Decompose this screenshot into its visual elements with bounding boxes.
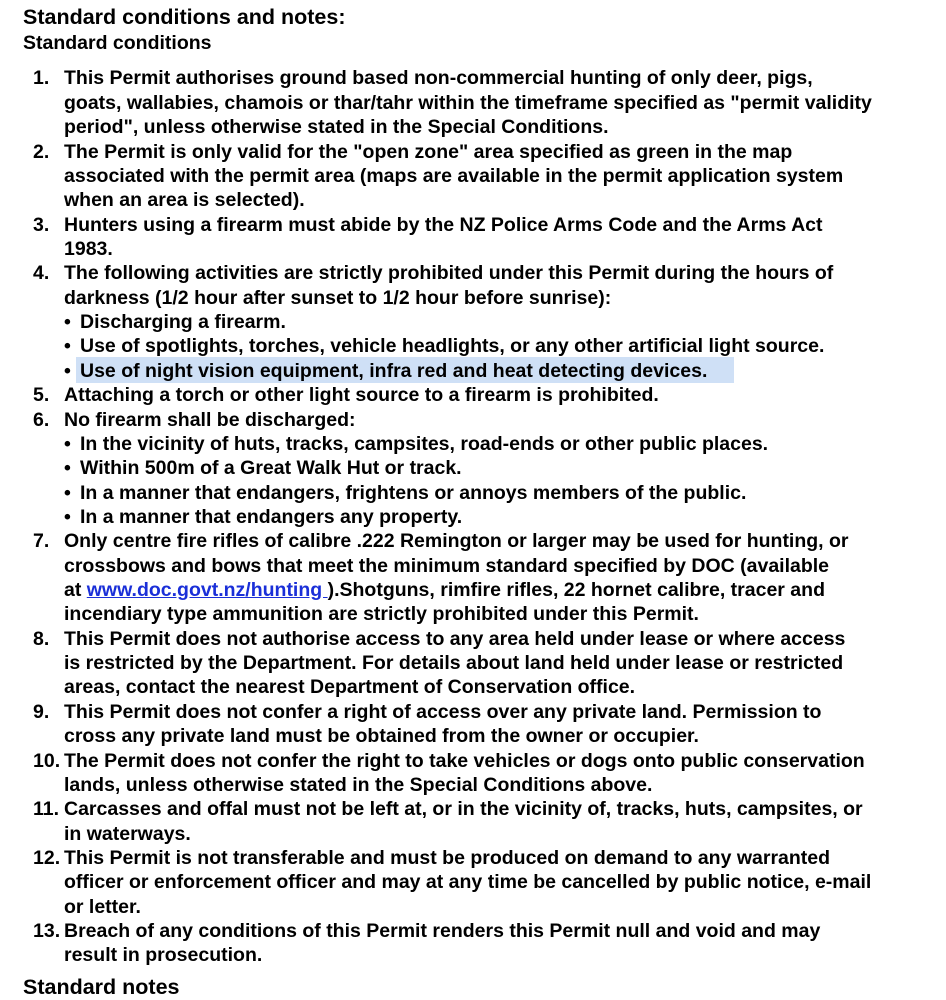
condition-3-line-2: 1983. <box>64 238 113 260</box>
condition-10-line-2: lands, unless otherwise stated in the Special Conditions above. <box>64 774 653 796</box>
condition-13-line-2: result in prosecution. <box>64 944 263 966</box>
condition-6-line-1: No firearm shall be discharged: <box>64 409 356 431</box>
bullet-icon: • <box>64 482 71 504</box>
condition-4-bullet-3[interactable]: Use of night vision equipment, infra red and heat detecting devices. <box>80 360 708 382</box>
condition-number-3: 3. <box>33 214 50 236</box>
condition-3-line-1: Hunters using a firearm must abide by the NZ Police Arms Code and the Arms Act <box>64 214 823 236</box>
condition-7-line-3-prefix: at <box>64 579 87 601</box>
bullet-icon: • <box>64 311 71 333</box>
condition-10-line-1: The Permit does not confer the right to take vehicles or dogs onto public conservation <box>64 750 865 772</box>
condition-number-8: 8. <box>33 628 50 650</box>
condition-6-bullet-1: In the vicinity of huts, tracks, campsites, road-ends or other public places. <box>80 433 769 455</box>
condition-4-bullet-1: Discharging a firearm. <box>80 311 286 333</box>
condition-number-9: 9. <box>33 701 50 723</box>
condition-11-line-2: in waterways. <box>64 823 191 845</box>
condition-6-bullet-2: Within 500m of a Great Walk Hut or track. <box>80 457 462 479</box>
condition-number-11: 11. <box>33 798 60 820</box>
condition-number-7: 7. <box>33 530 50 552</box>
condition-2-line-1: The Permit is only valid for the "open zone" area specified as green in the map <box>64 141 793 163</box>
condition-number-5: 5. <box>33 384 50 406</box>
standard-notes-heading: Standard notes <box>23 975 180 999</box>
condition-12-line-3: or letter. <box>64 896 141 918</box>
condition-number-4: 4. <box>33 262 50 284</box>
condition-8-line-1: This Permit does not authorise access to any area held under lease or where access <box>64 628 846 650</box>
condition-2-line-2: associated with the permit area (maps are available in the permit application system <box>64 165 844 187</box>
condition-7-line-3-suffix: ).Shotguns, rimfire rifles, 22 hornet calibre, tracer and <box>327 579 825 601</box>
condition-13-line-1: Breach of any conditions of this Permit renders this Permit null and void and may <box>64 920 821 942</box>
doc-hunting-link[interactable]: www.doc.govt.nz/hunting <box>86 579 328 601</box>
condition-12-line-2: officer or enforcement officer and may at any time be cancelled by public notice, e-mail <box>64 871 872 893</box>
bullet-icon: • <box>64 335 71 357</box>
condition-number-2: 2. <box>33 141 50 163</box>
condition-7-line-1: Only centre fire rifles of calibre .222 Remington or larger may be used for hunting, or <box>64 530 849 552</box>
bullet-icon: • <box>64 360 71 382</box>
condition-1-line-1: This Permit authorises ground based non-commercial hunting of only deer, pigs, <box>64 67 813 89</box>
condition-7-line-2: crossbows and bows that meet the minimum standard specified by DOC (available <box>64 555 830 577</box>
bullet-icon: • <box>64 506 71 528</box>
subsection-heading: Standard conditions <box>23 32 212 54</box>
condition-8-line-2: is restricted by the Department. For details about land held under lease or restricted <box>64 652 844 674</box>
condition-number-10: 10. <box>33 750 61 772</box>
condition-1-line-2: goats, wallabies, chamois or thar/tahr within the timeframe specified as "permit validity <box>64 92 872 114</box>
condition-number-12: 12. <box>33 847 61 869</box>
condition-4-line-1: The following activities are strictly prohibited under this Permit during the hours of <box>64 262 834 284</box>
condition-5-line-1: Attaching a torch or other light source to a firearm is prohibited. <box>64 384 659 406</box>
bullet-icon: • <box>64 457 71 479</box>
condition-2-line-3: when an area is selected). <box>64 189 305 211</box>
condition-number-1: 1. <box>33 67 50 89</box>
condition-6-bullet-3: In a manner that endangers, frightens or annoys members of the public. <box>80 482 747 504</box>
condition-11-line-1: Carcasses and offal must not be left at, or in the vicinity of, tracks, huts, campsites, or <box>64 798 863 820</box>
condition-number-13: 13. <box>33 920 61 942</box>
condition-9-line-2: cross any private land must be obtained from the owner or occupier. <box>64 725 699 747</box>
bullet-icon: • <box>64 433 71 455</box>
condition-4-line-2: darkness (1/2 hour after sunset to 1/2 hour before sunrise): <box>64 287 612 309</box>
condition-7-line-3 <box>64 578 825 602</box>
condition-9-line-1: This Permit does not confer a right of access over any private land. Permission to <box>64 701 822 723</box>
section-heading: Standard conditions and notes: <box>23 5 346 29</box>
condition-number-6: 6. <box>33 409 50 431</box>
condition-12-line-1: This Permit is not transferable and must be produced on demand to any warranted <box>64 847 831 869</box>
condition-7-line-4: incendiary type ammunition are strictly prohibited under this Permit. <box>64 603 699 625</box>
condition-4-bullet-2: Use of spotlights, torches, vehicle headlights, or any other artificial light source. <box>80 335 825 357</box>
condition-8-line-3: areas, contact the nearest Department of Conservation office. <box>64 676 636 698</box>
condition-6-bullet-4: In a manner that endangers any property. <box>80 506 463 528</box>
condition-1-line-3: period", unless otherwise stated in the Special Conditions. <box>64 116 609 138</box>
